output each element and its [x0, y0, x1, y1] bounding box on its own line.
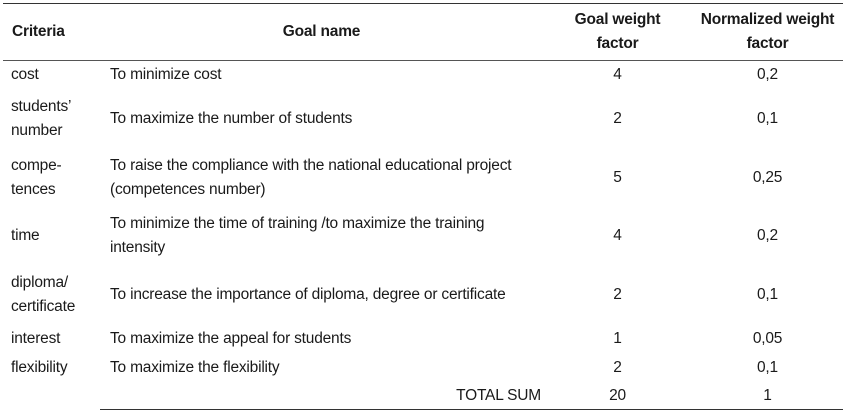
header-normalized-weight-factor-line1: Normalized weight	[700, 11, 835, 28]
normalized-weight-cell: 0,25	[752, 168, 783, 186]
goal-text-line1: To minimize the time of training /to maximize the training	[110, 214, 485, 232]
criteria-cell	[3, 207, 100, 265]
normalized-weight-cell: 0,1	[757, 358, 778, 376]
normalized-weight-cell: 0,05	[752, 329, 783, 347]
criteria-cell	[3, 325, 100, 353]
goal-text-line1: To raise the compliance with the national educational project	[110, 156, 512, 174]
goal-text-line2: intensity	[110, 238, 166, 256]
table-row	[3, 149, 843, 207]
header-criteria-label: Criteria	[12, 23, 65, 40]
criteria-text-line2: number	[11, 122, 63, 139]
criteria-text-line1: compe-	[11, 156, 62, 174]
total-blank-cell	[3, 383, 100, 410]
normalized-weight-cell: 0,1	[757, 110, 778, 127]
table-row	[3, 90, 843, 149]
goal-text-line2: (competences number)	[110, 180, 266, 198]
criteria-cell	[3, 149, 100, 207]
total-label-cell	[100, 383, 543, 410]
criteria-text: flexibility	[11, 358, 68, 376]
total-row	[3, 383, 843, 410]
goal-name-cell	[100, 207, 543, 265]
criteria-cell	[3, 61, 100, 90]
goal-weight-cell: 2	[613, 358, 622, 376]
goal-weight-cell: 4	[613, 66, 622, 84]
goal-name-cell	[100, 61, 543, 90]
table-header-row	[3, 4, 843, 61]
header-goal-weight-factor-line1: Goal weight	[574, 11, 661, 28]
goal-weight-cell: 5	[613, 168, 622, 186]
total-goal-weight-cell: 20	[543, 383, 692, 410]
normalized-weight-cell: 0,2	[757, 226, 778, 244]
normalized-weight-cell: 0,1	[757, 285, 778, 303]
total-label: TOTAL SUM	[456, 386, 541, 404]
header-goal-name-label: Goal name	[282, 23, 361, 40]
goal-text: To minimize cost	[110, 66, 222, 84]
header-normalized-weight-factor	[692, 4, 843, 61]
criteria-text-line1: students’	[11, 98, 72, 115]
goal-name-cell	[100, 353, 543, 383]
criteria-text: cost	[11, 66, 39, 84]
header-goal-weight-factor	[543, 4, 692, 61]
header-goal-name	[100, 4, 543, 61]
criteria-text: interest	[11, 329, 61, 347]
table-row	[3, 325, 843, 353]
goal-weight-cell: 1	[613, 329, 622, 347]
header-goal-weight-factor-line2: factor	[596, 35, 639, 52]
goal-text: To maximize the appeal for students	[110, 329, 352, 347]
goal-weight-cell: 2	[613, 110, 622, 127]
table-row	[3, 353, 843, 383]
header-normalized-weight-factor-line2: factor	[746, 35, 789, 52]
header-criteria	[3, 4, 100, 61]
criteria-cell	[3, 353, 100, 383]
goal-name-cell	[100, 90, 543, 149]
total-normalized-weight-cell: 1	[692, 383, 843, 410]
goal-text: To maximize the flexibility	[110, 358, 280, 376]
goal-name-cell	[100, 265, 543, 325]
criteria-text-line2: tences	[11, 180, 56, 198]
table-row	[3, 265, 843, 325]
goal-name-cell	[100, 149, 543, 207]
table-row	[3, 207, 843, 265]
normalized-weight-cell: 0,2	[757, 66, 778, 84]
criteria-text: time	[11, 226, 40, 244]
goal-text: To increase the importance of diploma, degree or certificate	[110, 285, 506, 303]
criteria-cell	[3, 265, 100, 325]
criteria-cell	[3, 90, 100, 149]
goal-name-cell	[100, 325, 543, 353]
goal-text: To maximize the number of students	[110, 110, 353, 127]
goal-weight-cell: 4	[613, 226, 622, 244]
goal-weight-cell: 2	[613, 285, 622, 303]
table-row	[3, 61, 843, 90]
criteria-text-line2: certificate	[11, 297, 76, 315]
criteria-text-line1: diploma/	[11, 273, 68, 291]
criteria-weights-table	[3, 3, 843, 410]
